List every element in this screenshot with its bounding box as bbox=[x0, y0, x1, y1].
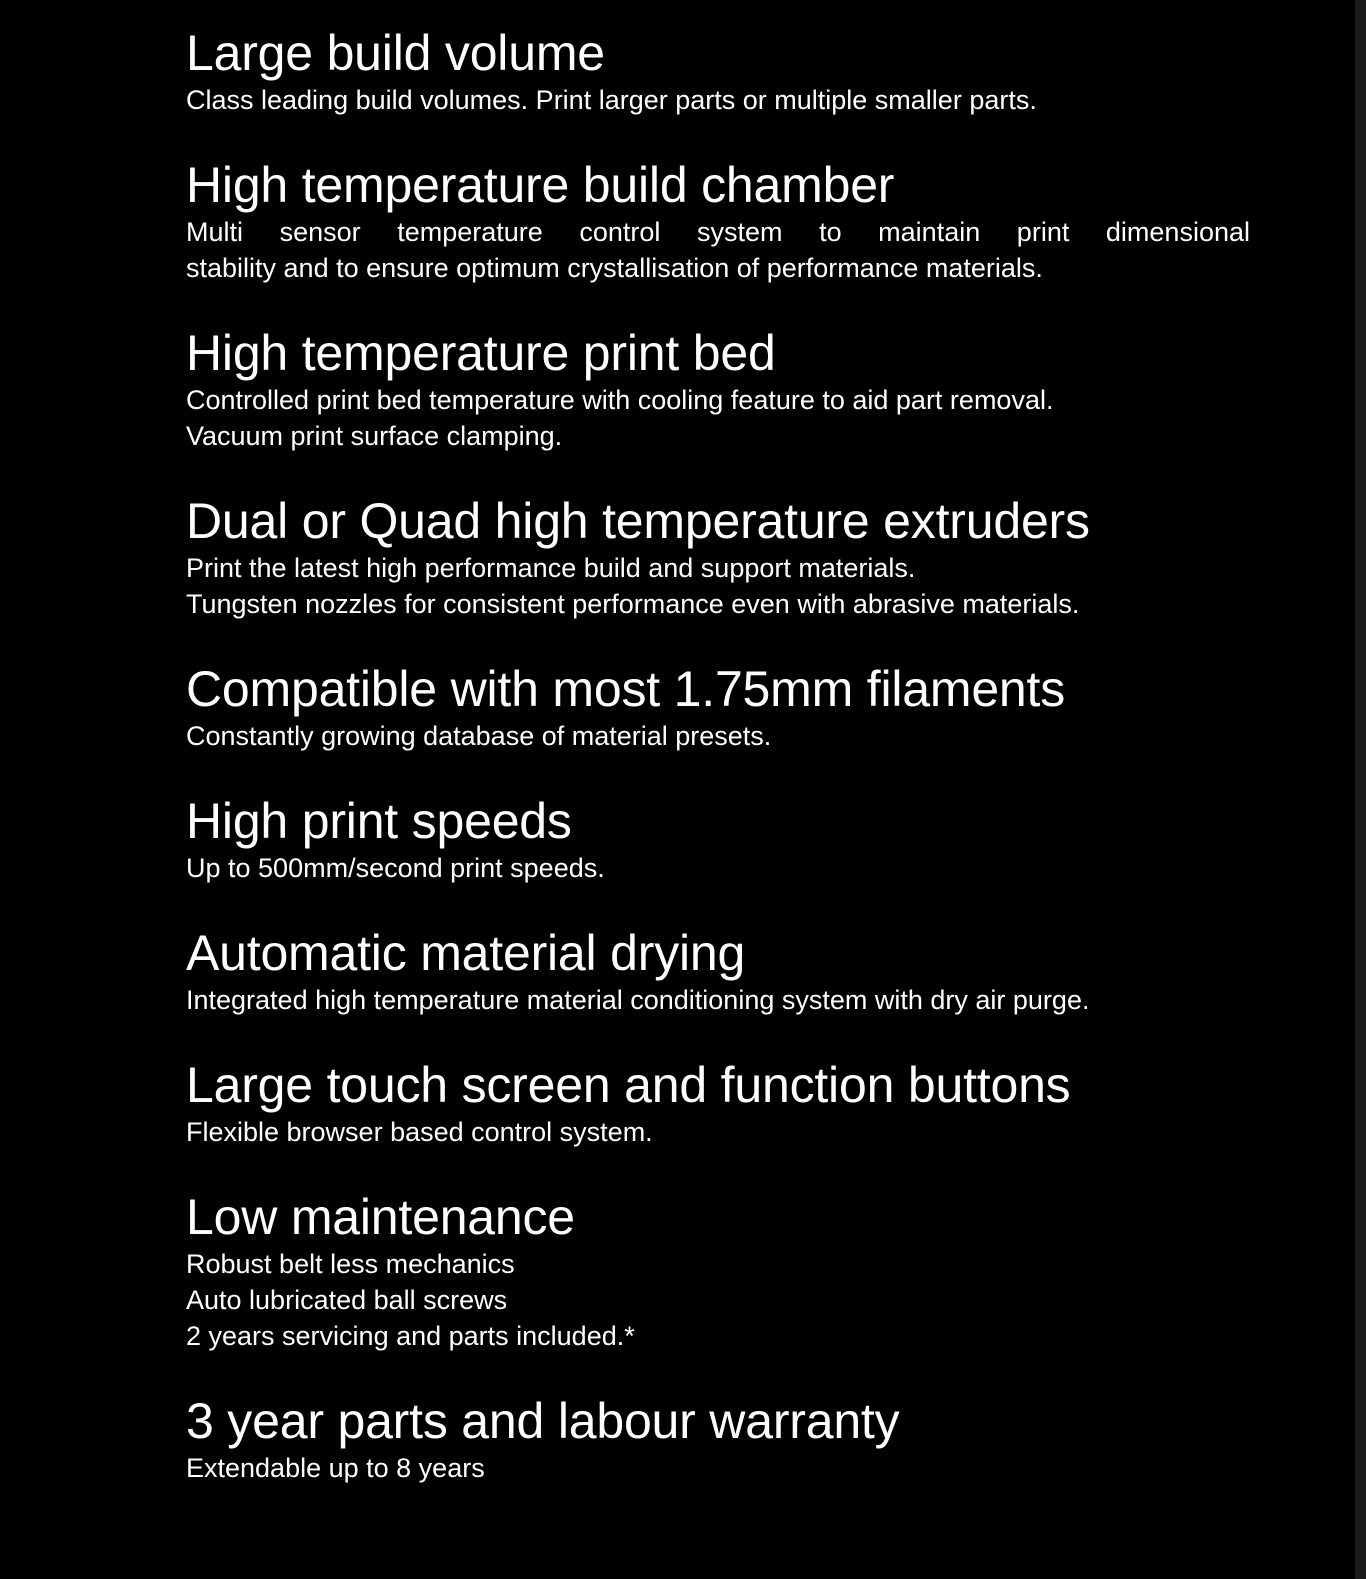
feature-description bbox=[186, 382, 1250, 454]
feature-item bbox=[186, 492, 1250, 622]
feature-description bbox=[186, 982, 1250, 1018]
feature-title: 3 year parts and labour warranty bbox=[186, 1393, 900, 1449]
feature-description bbox=[186, 82, 1250, 118]
feature-title: Dual or Quad high temperature extruders bbox=[186, 493, 1090, 549]
feature-description bbox=[186, 1450, 1250, 1486]
feature-title: Automatic material drying bbox=[186, 925, 746, 981]
feature-description bbox=[186, 214, 1250, 286]
feature-title: High temperature build chamber bbox=[186, 157, 895, 213]
description-line: Class leading build volumes. Print larger parts or multiple smaller parts. bbox=[186, 85, 1037, 115]
feature-item bbox=[186, 1056, 1250, 1150]
feature-title: High print speeds bbox=[186, 793, 572, 849]
feature-description bbox=[186, 850, 1250, 886]
description-line: Vacuum print surface clamping. bbox=[186, 421, 563, 451]
feature-item bbox=[186, 156, 1250, 286]
feature-list bbox=[186, 24, 1250, 1524]
feature-title: Compatible with most 1.75mm filaments bbox=[186, 661, 1066, 717]
feature-item bbox=[186, 924, 1250, 1018]
right-edge-strip bbox=[1355, 0, 1366, 1579]
description-line: Multi sensor temperature control system to maintain print dimensional bbox=[186, 217, 1250, 247]
description-line: Print the latest high performance build and support materials. bbox=[186, 553, 916, 583]
description-line: Auto lubricated ball screws bbox=[186, 1285, 508, 1315]
feature-item bbox=[186, 792, 1250, 886]
description-line: Robust belt less mechanics bbox=[186, 1249, 515, 1279]
feature-item bbox=[186, 324, 1250, 454]
feature-item bbox=[186, 660, 1250, 754]
description-line: Extendable up to 8 years bbox=[186, 1453, 485, 1483]
description-line: Constantly growing database of material presets. bbox=[186, 721, 772, 751]
feature-title: High temperature print bed bbox=[186, 325, 776, 381]
description-line: 2 years servicing and parts included.* bbox=[186, 1321, 635, 1351]
feature-title: Large build volume bbox=[186, 25, 605, 81]
feature-description bbox=[186, 550, 1250, 622]
description-line: Up to 500mm/second print speeds. bbox=[186, 853, 605, 883]
feature-title: Large touch screen and function buttons bbox=[186, 1057, 1071, 1113]
feature-description bbox=[186, 718, 1250, 754]
description-line: Integrated high temperature material conditioning system with dry air purge. bbox=[186, 985, 1090, 1015]
feature-item bbox=[186, 1188, 1250, 1354]
feature-description bbox=[186, 1246, 1250, 1354]
description-line: Flexible browser based control system. bbox=[186, 1117, 653, 1147]
feature-title: Low maintenance bbox=[186, 1189, 575, 1245]
feature-item bbox=[186, 1392, 1250, 1486]
description-line: Tungsten nozzles for consistent performance even with abrasive materials. bbox=[186, 589, 1080, 619]
feature-item bbox=[186, 24, 1250, 118]
description-line: stability and to ensure optimum crystallisation of performance materials. bbox=[186, 253, 1043, 283]
description-line: Controlled print bed temperature with cooling feature to aid part removal. bbox=[186, 385, 1054, 415]
feature-description bbox=[186, 1114, 1250, 1150]
